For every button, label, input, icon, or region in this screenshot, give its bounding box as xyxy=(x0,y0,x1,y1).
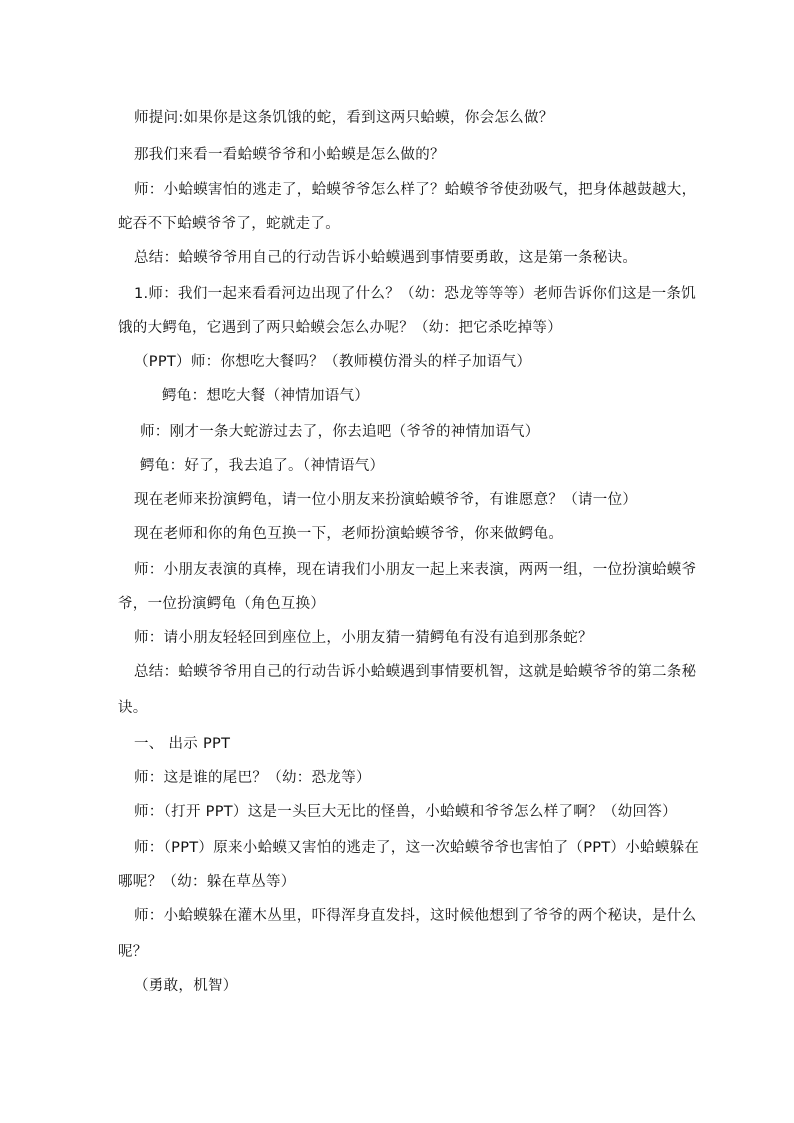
text-line-10: 师：刚才一条大蛇游过去了，你去追吧（爷爷的神情加语气） xyxy=(140,424,540,440)
text-line-9: 鳄龟：想吃大餐（神情加语气） xyxy=(162,388,370,404)
text-line-21: 师：（打开 PPT）这是一头巨大无比的怪兽，小蛤蟆和爷爷怎么样了啊？（幼回答） xyxy=(134,804,677,820)
text-line-14: 师：小朋友表演的真棒，现在请我们小朋友一起上来表演，两两一组，一位扮演蛤蟆爷 xyxy=(134,562,697,578)
text-line-2: 那我们来看一看蛤蟆爷爷和小蛤蟆是怎么做的？ xyxy=(134,147,445,163)
text-line-1: 师提问:如果你是这条饥饿的蛇，看到这两只蛤蟆，你会怎么做？ xyxy=(134,110,554,126)
text-line-17: 总结：蛤蟆爷爷用自己的行动告诉小蛤蟆遇到事情要机智，这就是蛤蟆爷爷的第二条秘 xyxy=(134,664,697,680)
text-line-8: （PPT）师：你想吃大餐吗？（教师模仿滑头的样子加语气） xyxy=(134,354,532,370)
text-line-5: 总结：蛤蟆爷爷用自己的行动告诉小蛤蟆遇到事情要勇敢，这是第一条秘诀。 xyxy=(134,250,638,266)
text-line-20: 师：这是谁的尾巴？（幼：恐龙等） xyxy=(134,770,371,786)
text-line-25: 呢？ xyxy=(118,944,148,960)
text-line-22: 师：（PPT）原来小蛤蟆又害怕的逃走了，这一次蛤蟆爷爷也害怕了（PPT）小蛤蟆躲在 xyxy=(134,840,700,856)
text-line-13: 现在老师和你的角色互换一下，老师扮演蛤蟆爷爷，你来做鳄龟。 xyxy=(134,526,564,542)
text-line-12: 现在老师来扮演鳄龟，请一位小朋友来扮演蛤蟆爷爷，有谁愿意？（请一位） xyxy=(134,492,638,508)
text-line-16: 师：请小朋友轻轻回到座位上，小朋友猜一猜鳄龟有没有追到那条蛇？ xyxy=(134,630,593,646)
text-line-15: 爷，一位扮演鳄龟（角色互换） xyxy=(118,596,326,612)
text-line-26: （勇敢，机智） xyxy=(134,978,238,994)
text-line-18: 诀。 xyxy=(118,700,148,716)
text-line-4: 蛇吞不下蛤蟆爷爷了，蛇就走了。 xyxy=(118,216,340,232)
text-line-24: 师：小蛤蟆躲在灌木丛里，吓得浑身直发抖，这时候他想到了爷爷的两个秘诀，是什么 xyxy=(134,908,697,924)
text-line-11: 鳄龟：好了，我去追了。（神情语气） xyxy=(140,458,385,474)
text-line-23: 哪呢？（幼：躲在草丛等） xyxy=(118,874,296,890)
text-line-6: 1.师：我们一起来看看河边出现了什么？（幼：恐龙等等等）老师告诉你们这是一条饥 xyxy=(134,286,697,302)
text-line-3: 师：小蛤蟆害怕的逃走了，蛤蟆爷爷怎么样了？蛤蟆爷爷使劲吸气，把身体越鼓越大， xyxy=(134,182,697,198)
text-line-7: 饿的大鳄龟，它遇到了两只蛤蟆会怎么办呢？（幼：把它杀吃掉等） xyxy=(118,320,562,336)
text-line-19: 一、 出示 PPT xyxy=(134,736,231,752)
